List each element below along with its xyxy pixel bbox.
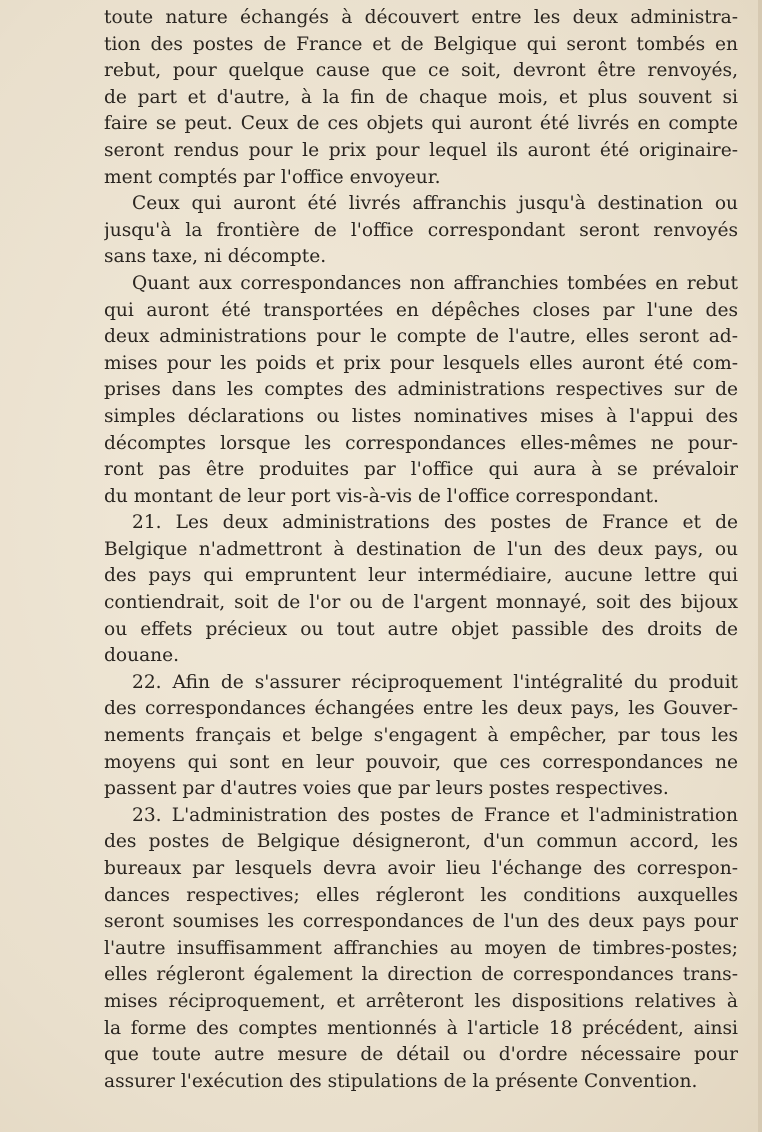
paragraph-non-affranchies bbox=[104, 271, 738, 510]
text-line: Ceux qui auront été livrés affranchis jusqu'à destination ou bbox=[132, 193, 738, 215]
paragraph-continuation bbox=[104, 5, 738, 191]
text-line: dances respectives; elles régleront les conditions auxquelles bbox=[104, 884, 738, 906]
text-line: ment comptés par l'office envoyeur. bbox=[104, 166, 441, 188]
text-line: 22. Afin de s'assurer réciproquement l'intégralité du produit bbox=[132, 671, 738, 693]
text-line: toute nature échangés à découvert entre les deux administra- bbox=[104, 7, 738, 28]
text-line: l'autre insuffisamment affranchies au moyen de timbres-postes; bbox=[104, 937, 738, 959]
text-line: Quant aux correspondances non affranchies tombées en rebut bbox=[132, 272, 738, 294]
text-line: jusqu'à la frontière de l'office correspondant seront renvoyés bbox=[104, 219, 738, 241]
text-line: faire se peut. Ceux de ces objets qui auront été livrés en compte bbox=[104, 113, 738, 135]
text-line: des postes de Belgique désigneront, d'un commun accord, les bbox=[104, 831, 738, 853]
text-line: passent par d'autres voies que par leurs postes respectives. bbox=[104, 778, 669, 800]
text-line: deux administrations pour le compte de l'autre, elles seront ad- bbox=[104, 326, 738, 348]
text-line: mises pour les poids et prix pour lesquels elles auront été com- bbox=[104, 352, 738, 374]
text-line: que toute autre mesure de détail ou d'ordre nécessaire pour bbox=[104, 1044, 738, 1066]
text-line: douane. bbox=[104, 645, 180, 667]
text-line: de part et d'autre, à la fin de chaque mois, et plus souvent si bbox=[104, 86, 738, 108]
text-line: ou effets précieux ou tout autre objet passible des droits de bbox=[104, 618, 738, 640]
text-line: Belgique n'admettront à destination de l'un des deux pays, ou bbox=[104, 538, 738, 560]
text-line: ront pas être produites par l'office qui aura à se prévaloir bbox=[104, 459, 738, 481]
article-23 bbox=[104, 803, 738, 1096]
text-line: des correspondances échangées entre les deux pays, les Gouver- bbox=[104, 698, 738, 720]
page-edge bbox=[758, 0, 762, 1132]
text-line: contiendrait, soit de l'or ou de l'argent monnayé, soit des bijoux bbox=[104, 592, 738, 614]
text-line: simples déclarations ou listes nominatives mises à l'appui des bbox=[104, 405, 738, 427]
article-21 bbox=[104, 510, 738, 670]
text-line: 21. Les deux administrations des postes de France et de bbox=[132, 512, 738, 534]
text-line: la forme des comptes mentionnés à l'article 18 précédent, ainsi bbox=[104, 1017, 738, 1039]
text-line: seront rendus pour le prix pour lequel ils auront été originaire- bbox=[104, 139, 738, 161]
text-line: 23. L'administration des postes de France et l'administration bbox=[132, 804, 738, 826]
text-line: du montant de leur port vis-à-vis de l'office correspondant. bbox=[104, 485, 659, 507]
text-line: rebut, pour quelque cause que ce soit, devront être renvoyés, bbox=[104, 60, 738, 82]
paragraph-affranchis bbox=[104, 191, 738, 271]
body-text bbox=[104, 5, 738, 1095]
text-line: bureaux par lesquels devra avoir lieu l'échange des correspon- bbox=[104, 858, 738, 879]
text-line: assurer l'exécution des stipulations de la présente Convention. bbox=[104, 1070, 698, 1092]
text-line: prises dans les comptes des administrations respectives sur de bbox=[104, 379, 738, 401]
text-line: nements français et belge s'engagent à empêcher, par tous les bbox=[104, 725, 738, 747]
text-line: mises réciproquement, et arrêteront les dispositions relatives à bbox=[104, 990, 738, 1012]
text-line: qui auront été transportées en dépêches closes par l'une des bbox=[104, 299, 738, 321]
article-22 bbox=[104, 670, 738, 803]
text-line: moyens qui sont en leur pouvoir, que ces correspondances ne bbox=[104, 751, 738, 773]
text-line: seront soumises les correspondances de l'un des deux pays pour bbox=[104, 911, 738, 933]
text-line: des pays qui empruntent leur intermédiaire, aucune lettre qui bbox=[104, 565, 738, 587]
text-line: tion des postes de France et de Belgique qui seront tombés en bbox=[104, 33, 738, 55]
text-line: décomptes lorsque les correspondances elles-mêmes ne pour- bbox=[104, 432, 738, 454]
text-line: sans taxe, ni décompte. bbox=[104, 246, 327, 268]
text-line: elles régleront également la direction de correspondances trans- bbox=[104, 964, 738, 986]
